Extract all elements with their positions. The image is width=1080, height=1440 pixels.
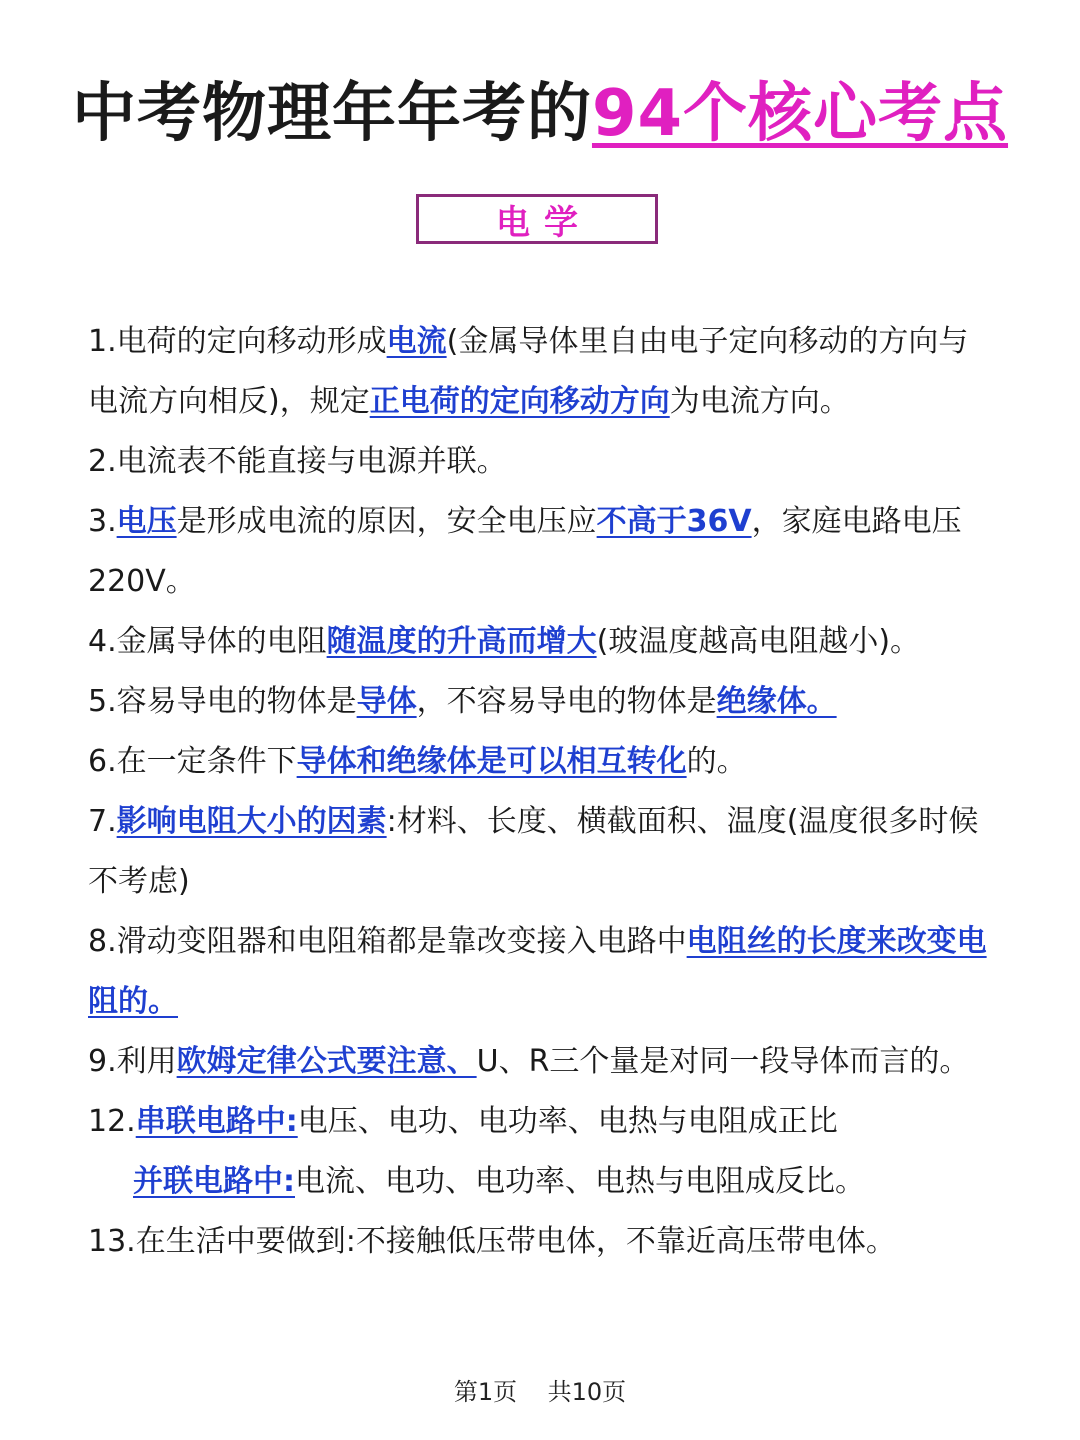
section-badge <box>416 194 658 244</box>
item-text: 4.金属导体的电阻 <box>88 624 327 659</box>
content-list <box>88 312 988 1272</box>
list-item <box>88 672 988 732</box>
item-text: 9.利用 <box>88 1044 177 1079</box>
list-item <box>88 1212 988 1272</box>
list-item <box>88 732 988 792</box>
item-text: 2.电流表不能直接与电源并联。 <box>88 444 507 479</box>
item-text: 8.滑动变阻器和电阻箱都是靠改变接入电路中 <box>88 924 687 959</box>
item-highlight: 电流 <box>386 324 447 359</box>
item-text: 6.在一定条件下 <box>88 744 297 779</box>
list-item <box>88 612 988 672</box>
item-text: (玻温度越高电阻越小)。 <box>596 624 921 659</box>
page-number: 第1页 <box>453 1378 518 1406</box>
list-item <box>88 1152 988 1212</box>
item-text: 12. <box>88 1104 136 1139</box>
item-highlight: 不高于36V <box>596 504 752 539</box>
title-plain: 中考物理年年考的 <box>71 77 592 151</box>
list-item <box>88 1092 988 1152</box>
page-footer <box>0 1372 1080 1407</box>
item-text: 7. <box>88 804 117 839</box>
item-highlight: 绝缘体。 <box>716 684 837 719</box>
item-highlight: 串联电路中: <box>135 1104 298 1139</box>
list-item <box>88 1032 988 1092</box>
item-text: 13.在生活中要做到:不接触低压带电体，不靠近高压带电体。 <box>88 1224 896 1259</box>
item-highlight: 电压 <box>116 504 177 539</box>
section-label: 电学 <box>496 202 592 243</box>
item-text: 3. <box>88 504 117 539</box>
item-highlight: 正电荷的定向移动方向 <box>369 384 670 419</box>
item-text: 是形成电流的原因，安全电压应 <box>176 504 597 539</box>
item-highlight: 欧姆定律公式要注意、 <box>176 1044 477 1079</box>
item-text: ，不容易导电的物体是 <box>416 684 717 719</box>
item-text: 为电流方向。 <box>669 384 850 419</box>
item-text: 1.电荷的定向移动形成 <box>88 324 387 359</box>
item-highlight: 导体和绝缘体是可以相互转化 <box>296 744 687 779</box>
item-text: 的。 <box>686 744 747 779</box>
item-text: :材料、长度、横截面积、温度(温度很多时候不考虑) <box>88 804 979 899</box>
list-item <box>88 432 988 492</box>
item-highlight: 并联电路中: <box>133 1164 295 1199</box>
item-text: ，家庭电路电压220V。 <box>88 504 962 599</box>
title-highlight: 94个核心考点 <box>591 77 1009 151</box>
item-highlight: 电阻丝的长度来改变电阻的。 <box>88 924 987 1019</box>
item-text: (金属导体里自由电子定向移动的方向与电流方向相反)，规定 <box>88 324 969 419</box>
item-highlight: 随温度的升高而增大 <box>326 624 597 659</box>
item-highlight: 影响电阻大小的因素 <box>116 804 387 839</box>
list-item <box>88 912 988 1032</box>
list-item <box>88 312 988 432</box>
page-title <box>0 62 1080 154</box>
page-total: 共10页 <box>547 1378 627 1406</box>
item-text: 5.容易导电的物体是 <box>88 684 357 719</box>
list-item <box>88 792 988 912</box>
item-text: 电流、电功、电功率、电热与电阻成反比。 <box>295 1164 865 1199</box>
list-item <box>88 492 988 612</box>
item-highlight: 导体 <box>356 684 417 719</box>
item-text: 电压、电功、电功率、电热与电阻成正比 <box>297 1104 838 1139</box>
item-text: U、R三个量是对同一段导体而言的。 <box>476 1044 970 1079</box>
